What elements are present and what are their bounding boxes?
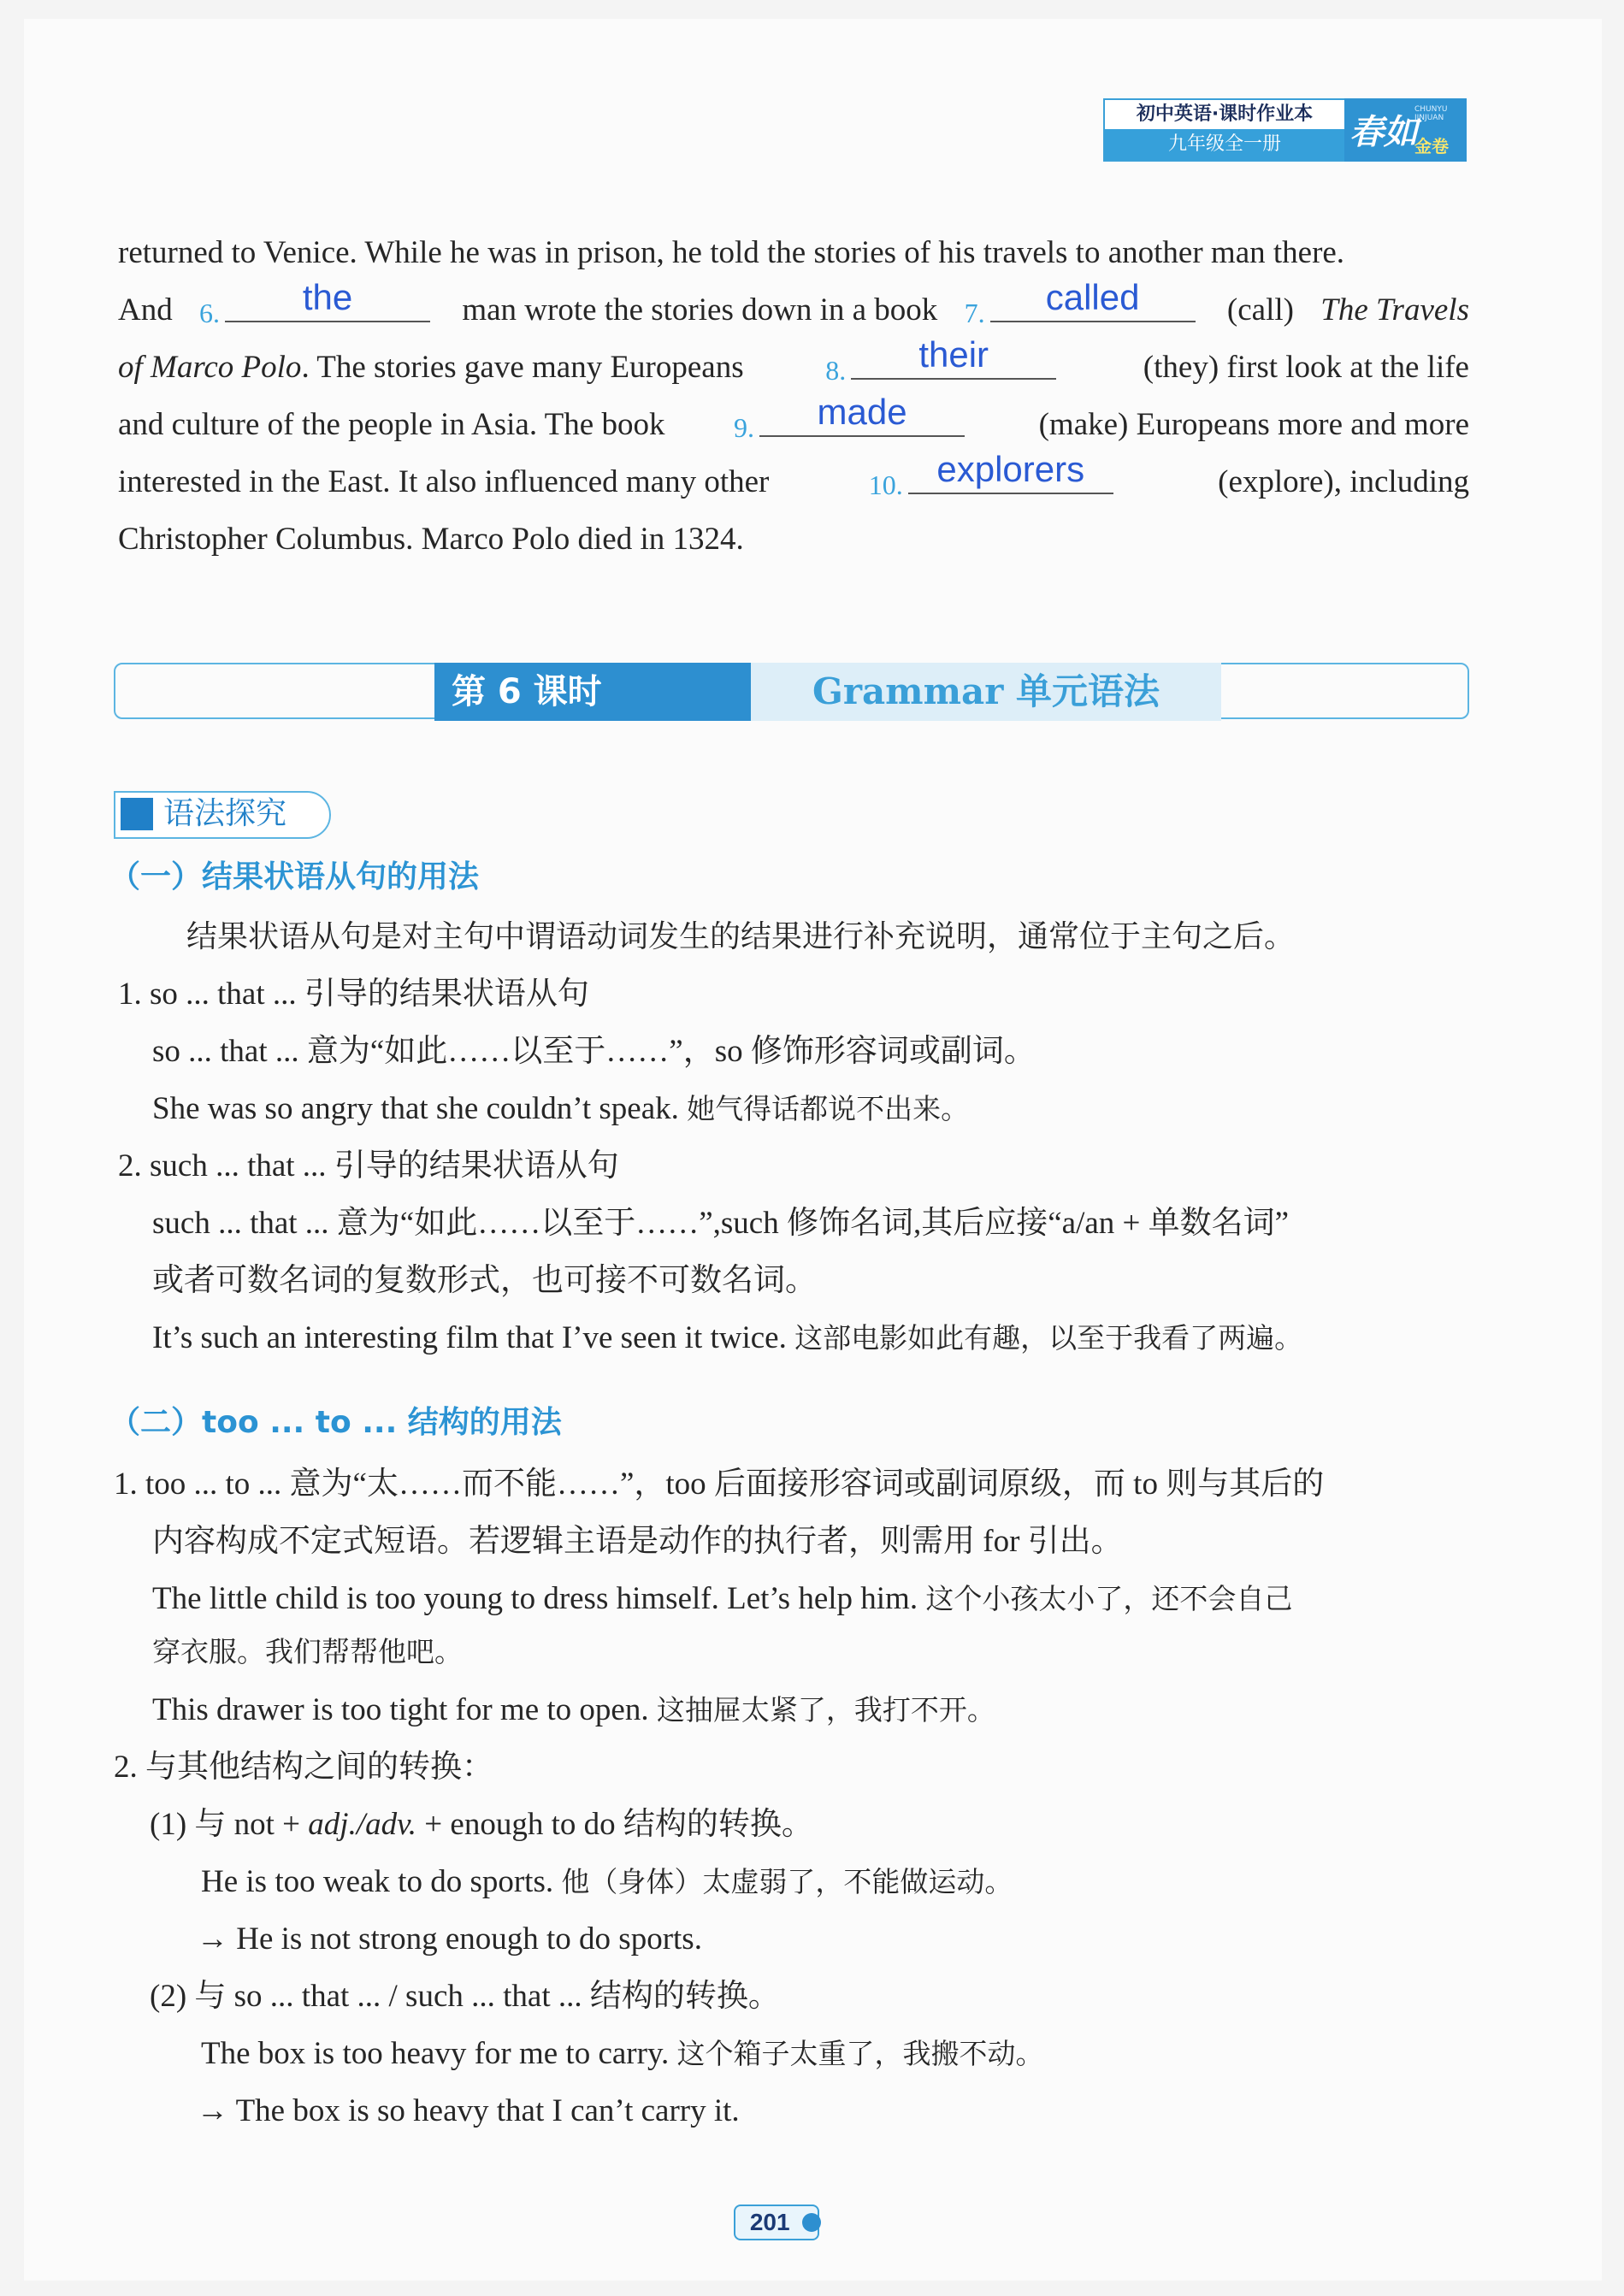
passage-line (118, 334, 1469, 396)
part1-item2-desc1: such ... that ... 意为“如此……以至于……”,such 修饰名词,其后应接“a/an + 单数名词” (152, 1206, 1290, 1241)
blank-number: 6. (199, 298, 221, 328)
answer-text: made (817, 392, 907, 432)
part1-item2-desc2: 或者可数名词的复数形式，也可接不可数名词。 (152, 1263, 817, 1298)
blank-number: 9. (734, 412, 755, 443)
book-header-badge (1103, 98, 1467, 158)
answer-blank-6[interactable] (225, 277, 430, 322)
part2-item2-title: 2. 与其他结构之间的转换： (114, 1750, 493, 1785)
passage-line (118, 277, 1469, 339)
part2-item1-line2: 内容构成不定式短语。若逻辑主语是动作的执行者，则需用 for 引出。 (152, 1524, 1123, 1559)
part2-item1-line1: 1. too ... to ... 意为“太……而不能……”，too 后面接形容词或副词原级，而 to 则与其后的 (114, 1467, 1325, 1502)
passage-text: man wrote the stories down in a book (462, 292, 938, 328)
blank-number: 7. (964, 298, 985, 328)
passage-line (118, 224, 1469, 281)
example-cn: 这部电影如此有趣，以至于我看了两遍。 (794, 1321, 1303, 1355)
part2-sub1-title (150, 1799, 813, 1850)
example-en: The little child is too young to dress himself. Let’s help him. (152, 1581, 918, 1616)
example-en: He is too weak to do sports. (201, 1864, 554, 1899)
section-tag-label: 语法探究 (163, 796, 287, 831)
part1-heading: （一）结果状语从句的用法 (109, 859, 480, 894)
answer-text: their (918, 334, 989, 375)
part1-item2-title: 2. such ... that ... 引导的结果状语从句 (118, 1148, 619, 1183)
blank-number: 10. (868, 469, 903, 500)
example-cn: 这个箱子太重了，我搬不动。 (676, 2037, 1044, 2070)
book-title: 初中英语·课时作业本 (1136, 103, 1314, 125)
lesson-banner (114, 663, 1469, 721)
passage-line (118, 392, 1469, 453)
part2-heading: （二）too ... to ... 结构的用法 (109, 1405, 562, 1440)
example-cn: 这个小孩太小了，还不会自己 (925, 1582, 1293, 1615)
part2-example1 (152, 1573, 1292, 1625)
logo-sub: 金卷 (1414, 136, 1449, 156)
passage-text: interested in the East. It also influenced many other (118, 464, 770, 499)
passage-text: . The stories gave many Europeans (301, 350, 744, 385)
passage-text: returned to Venice. While he was in prison, he told the stories of his travels to another man there. (118, 235, 1345, 270)
part1-item2-example (152, 1313, 1302, 1364)
part2-sub2-title: (2) 与 so ... that ... / such ... that ... 结构的转换。 (150, 1979, 780, 2014)
example-cn: 她气得话都说不出来。 (687, 1092, 970, 1125)
example-en: It’s such an interesting film that I’ve seen it twice. (152, 1320, 787, 1355)
lesson-number: 第 6 课时 (434, 663, 751, 721)
book-title-italic: of Marco Polo (118, 350, 302, 385)
passage-text: (they) first look at the life (1143, 350, 1469, 385)
example-cn: 他（身体）太虚弱了，不能做运动。 (561, 1865, 1013, 1898)
part2-sub1-example (201, 1856, 1013, 1908)
part2-example1-cn-cont: 穿衣服。我们帮帮他吧。 (152, 1635, 463, 1668)
answer-blank-9[interactable] (759, 392, 965, 437)
book-title-box (1103, 98, 1346, 162)
answer-blank-8[interactable] (851, 334, 1056, 380)
blank-number: 8. (825, 355, 847, 386)
passage-text: (make) Europeans more and more (1038, 407, 1469, 442)
part2-example2 (152, 1685, 995, 1736)
part1-item1-desc: so ... that ... 意为“如此……以至于……”，so 修饰形容词或副词。 (152, 1034, 1036, 1069)
sub1-text: (1) 与 not + (150, 1807, 301, 1842)
answer-blank-7[interactable] (990, 277, 1196, 322)
sub1-text: + enough to do 结构的转换。 (424, 1807, 813, 1842)
lesson-title: Grammar 单元语法 (751, 663, 1221, 721)
answer-blank-10[interactable] (908, 449, 1113, 494)
answer-text: called (1045, 277, 1140, 317)
sub1-italic: adj./adv. (308, 1807, 417, 1842)
part1-item1-example (152, 1083, 969, 1135)
passage-text: Christopher Columbus. Marco Polo died in 1324. (118, 522, 744, 557)
logo-tiny: CHUNYU JINJUAN (1414, 105, 1448, 122)
passage-text: And (118, 292, 173, 328)
part1-intro: 结果状语从句是对主句中谓语动词发生的结果进行补充说明，通常位于主句之后。 (186, 919, 1296, 954)
section-tag (114, 791, 333, 841)
example-cn: 这抽屉太紧了，我打不开。 (656, 1693, 995, 1726)
logo-text: 春如 (1349, 113, 1418, 152)
page-number (734, 2205, 831, 2239)
part2-sub2-example (201, 2028, 1044, 2080)
passage-text: (explore), including (1218, 464, 1469, 499)
passage-line (118, 511, 1469, 568)
part2-sub1-arrow-line: → He is not strong enough to do sports. (197, 1921, 702, 1957)
reading-passage (118, 224, 1469, 568)
answer-text: the (302, 277, 353, 317)
dot-icon (802, 2213, 821, 2232)
passage-text: (call) (1226, 292, 1294, 328)
example-en: The box is too heavy for me to carry. (201, 2036, 670, 2071)
passage-text: and culture of the people in Asia. The book (118, 407, 665, 442)
grade-label: 九年级全一册 (1105, 129, 1344, 160)
page-number-text: 201 (749, 2209, 790, 2235)
example-en: This drawer is too tight for me to open. (152, 1692, 649, 1727)
part2-sub2-arrow-line: → The box is so heavy that I can’t carry it. (197, 2093, 740, 2128)
publisher-logo (1344, 98, 1467, 162)
square-icon (121, 798, 153, 830)
part1-item1-title: 1. so ... that ... 引导的结果状语从句 (118, 977, 589, 1012)
book-title-italic: The Travels (1320, 292, 1469, 328)
answer-text: explorers (936, 449, 1085, 489)
passage-line (118, 449, 1469, 511)
example-en: She was so angry that she couldn’t speak. (152, 1091, 679, 1126)
